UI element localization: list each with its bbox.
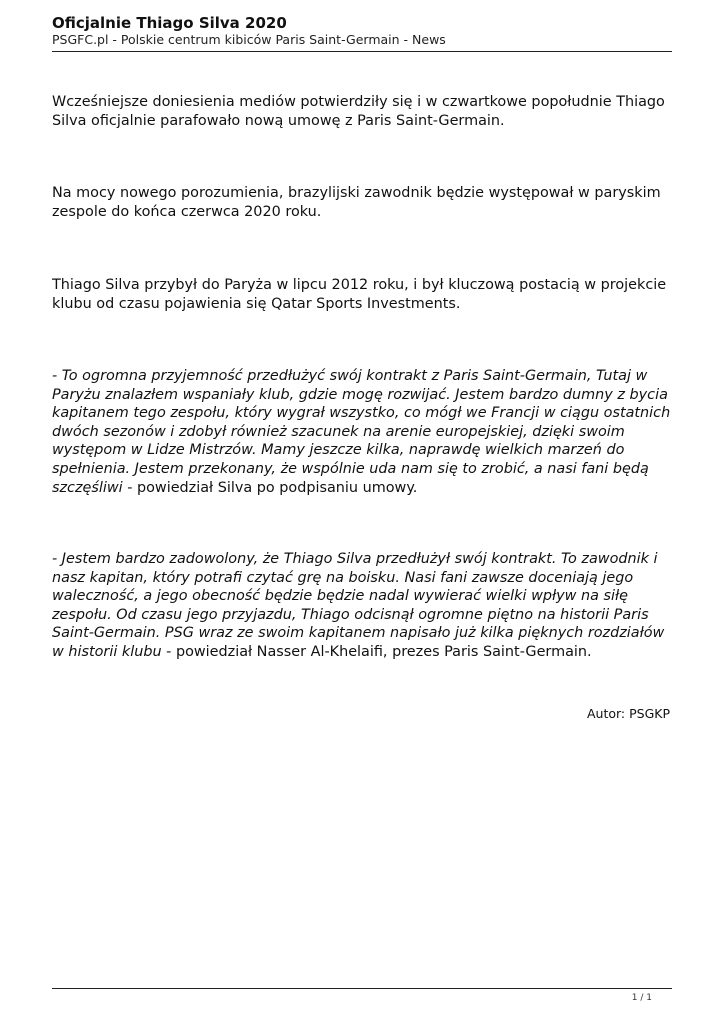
paragraph-intro: Wcześniejsze doniesienia mediów potwierdziły się i w czwartkowe popołudnie Thiago Silva oficjalnie parafowało nową umowę z Paris Saint-Germain. [52,94,665,129]
quote-silva [52,367,672,497]
paragraph-contract: Na mocy nowego porozumienia, brazylijski zawodnik będzie występował w paryskim zespole do końca czerwca 2020 roku. [52,185,661,220]
header-divider [52,51,672,52]
quote-president-attribution: - powiedział Nasser Al-Khelaifi, prezes Paris Saint-Germain. [161,643,592,660]
quote-president-text: - Jestem bardzo zadowolony, że Thiago Silva przedłużył swój kontrakt. To zawodnik i nasz kapitan, który potrafi czytać grę na boisku. Nasi fani zawsze doceniają jego waleczność, a jego obecność będzie będzie nadal wywierać wielki wpływ na siłę zespołu. Od czasu jego przyjazdu, Thiago odcisnął ogromne piętno na historii Paris Saint-Germain. PSG wraz ze swoim kapitanem napisało już kilka pięknych rozdziałów w historii klubu [52,551,665,660]
paragraph-history: Thiago Silva przybył do Paryża w lipcu 2012 roku, i był kluczową postacią w projekcie klubu od czasu pojawienia się Qatar Sports Investments. [52,277,667,312]
author-line: Autor: PSGKP [586,706,670,721]
footer-divider [52,988,672,989]
quote-silva-text: - To ogromna przyjemność przedłużyć swój kontrakt z Paris Saint-Germain, Tutaj w Paryżu znalazłem wspaniały klub, gdzie mogę rozwijać. Jestem bardzo dumny z bycia kapitanem tego zespołu, który wygrał wszystko, co mógł we Francji w ciągu ostatnich dwóch sezonów i zdobył również szacunek na arenie europejskiej, dzięki swoim występom w Lidze Mistrzów. Mamy jeszcze kilka, naprawdę wielkich marzeń do spełnienia. Jestem przekonany, że wspólnie uda nam się to zrobić, a nasi fani będą szczęśliwi [52,368,671,496]
quote-silva-attribution: - powiedział Silva po podpisaniu umowy. [122,479,418,496]
document-header [52,14,672,48]
page-subtitle: PSGFC.pl - Polskie centrum kibiców Paris Saint-Germain - News [52,32,446,47]
page-title: Oficjalnie Thiago Silva 2020 [52,14,287,32]
page-number: 1 / 1 [631,993,652,1003]
quote-president [52,550,672,662]
